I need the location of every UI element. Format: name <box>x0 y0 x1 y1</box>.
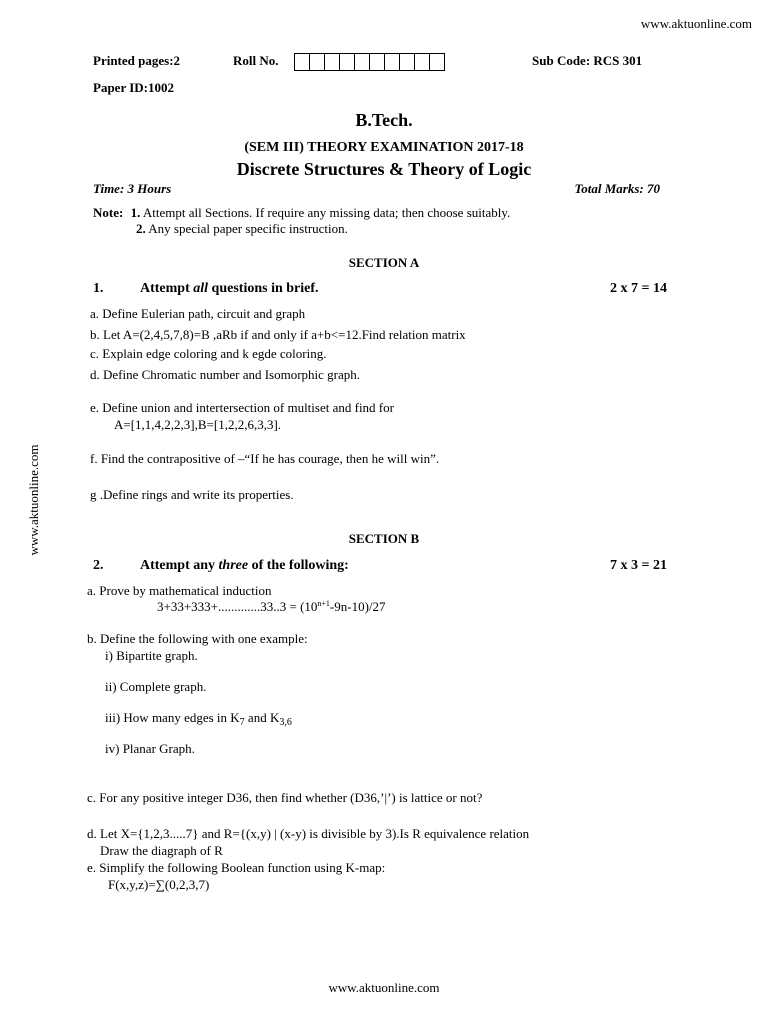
q2-item-b-iv: iv) Planar Graph. <box>105 741 195 756</box>
q2-item-d-line2: Draw the diagraph of R <box>100 843 223 858</box>
note-label: Note: <box>93 205 124 220</box>
q2-item-b-i: i) Bipartite graph. <box>105 648 198 663</box>
site-url-side: www.aktuonline.com <box>26 444 41 556</box>
printed-pages: Printed pages:2 <box>93 53 181 68</box>
q2-item-a-exponent: n+1 <box>317 599 330 608</box>
section-b-title: SECTION B <box>348 531 420 546</box>
roll-number-box <box>325 53 340 71</box>
q1-marks: 2 x 7 = 14 <box>610 281 667 296</box>
q1-item-b: b. Let A=(2,4,5,7,8)=B ,aRb if and only if a+b<=12.Find relation matrix <box>90 327 466 342</box>
q2-item-b-ii: ii) Complete graph. <box>105 679 207 694</box>
roll-number-field <box>233 53 445 71</box>
note-line-2 <box>136 221 348 237</box>
roll-number-boxes <box>294 53 445 71</box>
q2-item-e-line1: e. Simplify the following Boolean function using K-map: <box>87 860 386 875</box>
roll-number-box <box>430 53 445 71</box>
roll-number-box <box>310 53 325 71</box>
roll-number-box <box>370 53 385 71</box>
roll-number-box <box>340 53 355 71</box>
roll-number-box <box>400 53 415 71</box>
q2-instruction-post: of the following: <box>248 558 349 573</box>
note-text-2: Any special paper specific instruction. <box>145 221 348 236</box>
q2-number: 2. <box>93 558 104 573</box>
q2-marks: 7 x 3 = 21 <box>610 558 667 573</box>
roll-number-box <box>294 53 310 71</box>
q2-instruction-pre: Attempt any <box>140 558 219 573</box>
q2-item-b-iii-pre: iii) How many edges in K <box>105 710 240 725</box>
q1-instruction-post: questions in brief. <box>208 281 319 296</box>
q1-item-f: f. Find the contrapositive of –“If he has courage, then he will win”. <box>90 451 440 466</box>
q2-item-d-line1: d. Let X={1,2,3.....7} and R={(x,y) | (x-y) is divisible by 3).Is R equivalence relation <box>87 826 530 841</box>
q1-number: 1. <box>93 281 104 296</box>
section-a-title: SECTION A <box>348 255 420 270</box>
q1-item-e-line1: e. Define union and intertersection of multiset and find for <box>90 400 394 415</box>
q2-item-c: c. For any positive integer D36, then find whether (D36,’|’) is lattice or not? <box>87 790 483 805</box>
q1-item-c: c. Explain edge coloring and k egde coloring. <box>90 346 327 361</box>
q2-item-b-iii-mid: and K <box>244 710 280 725</box>
roll-number-box <box>385 53 400 71</box>
exam-time: Time: 3 Hours <box>93 181 172 196</box>
q2-item-a-line2 <box>157 599 386 615</box>
paper-id: Paper ID:1002 <box>93 80 175 95</box>
note-text-1: Attempt all Sections. If require any missing data; then choose suitably. <box>140 205 511 220</box>
total-marks: Total Marks: 70 <box>574 181 660 196</box>
q2-instruction <box>140 558 349 574</box>
q2-item-a-formula-post: -9n-10)/27 <box>329 599 386 614</box>
subject-title: Discrete Structures & Theory of Logic <box>236 159 532 179</box>
q1-instruction <box>140 281 319 297</box>
degree-title: B.Tech. <box>355 110 413 130</box>
q2-item-b-iii <box>105 710 292 728</box>
q1-item-e-line2: A=[1,1,4,2,2,3],B=[1,2,2,6,3,3]. <box>114 417 282 432</box>
q1-item-g: g .Define rings and write its properties. <box>90 487 294 502</box>
q2-item-b-line1: b. Define the following with one example: <box>87 631 308 646</box>
q2-item-b-iii-sub1: 7 <box>239 717 245 728</box>
q2-item-b-iii-sub2: 3,6 <box>279 717 292 728</box>
site-url-top: www.aktuonline.com <box>640 16 752 31</box>
q2-item-a-formula-pre: 3+33+333+.............33..3 = (10 <box>157 599 318 614</box>
q1-instruction-pre: Attempt <box>140 281 194 296</box>
roll-number-box <box>415 53 430 71</box>
roll-number-label: Roll No. <box>233 53 279 68</box>
exam-title: (SEM III) THEORY EXAMINATION 2017-18 <box>244 140 524 155</box>
note-line-1 <box>93 205 510 221</box>
q1-item-d: d. Define Chromatic number and Isomorphic graph. <box>90 367 361 382</box>
roll-number-box <box>355 53 370 71</box>
note-number-1: 1. <box>130 205 141 220</box>
q2-instruction-em: three <box>218 558 249 573</box>
q1-instruction-em: all <box>193 281 209 296</box>
q2-item-a-line1: a. Prove by mathematical induction <box>87 583 272 598</box>
site-url-bottom: www.aktuonline.com <box>328 980 440 995</box>
subject-code: Sub Code: RCS 301 <box>532 53 643 68</box>
q1-item-a: a. Define Eulerian path, circuit and graph <box>90 306 306 321</box>
q2-item-e-line2: F(x,y,z)=∑(0,2,3,7) <box>108 877 210 892</box>
note-number-2: 2. <box>136 221 146 236</box>
